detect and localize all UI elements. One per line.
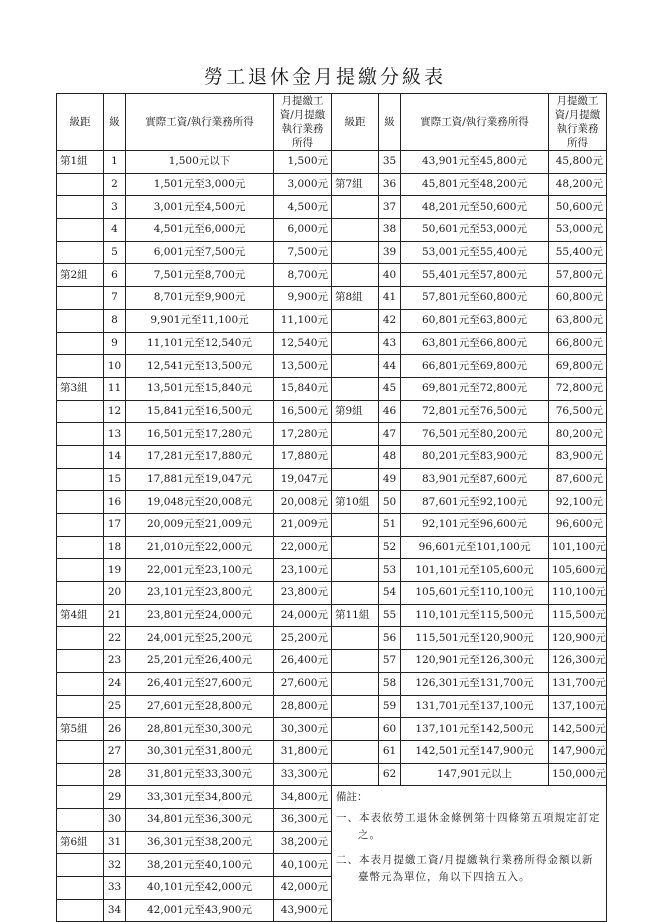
wage-range-cell: 105,601元至110,100元 bbox=[401, 582, 549, 605]
monthly-wage-cell: 66,800元 bbox=[549, 332, 607, 355]
group-cell: 第2組 bbox=[57, 264, 104, 287]
level-cell: 58 bbox=[379, 672, 401, 695]
group-cell: 第6組 bbox=[57, 831, 104, 854]
monthly-wage-cell: 63,800元 bbox=[549, 309, 607, 332]
level-cell: 48 bbox=[379, 445, 401, 468]
level-cell: 39 bbox=[379, 241, 401, 264]
table-row bbox=[57, 355, 607, 378]
group-cell bbox=[332, 627, 379, 650]
level-cell: 52 bbox=[379, 536, 401, 559]
wage-range-cell: 126,301元至131,700元 bbox=[401, 672, 549, 695]
wage-range-cell: 83,901元至87,600元 bbox=[401, 468, 549, 491]
group-cell bbox=[332, 219, 379, 242]
wage-range-cell: 45,801元至48,200元 bbox=[401, 173, 549, 196]
wage-range-cell: 1,500元以下 bbox=[126, 151, 274, 174]
level-cell: 45 bbox=[379, 377, 401, 400]
level-cell: 10 bbox=[104, 355, 126, 378]
level-cell: 24 bbox=[104, 672, 126, 695]
wage-range-cell: 69,801元至72,800元 bbox=[401, 377, 549, 400]
table-row bbox=[57, 445, 607, 468]
wage-range-cell: 110,101元至115,500元 bbox=[401, 604, 549, 627]
level-cell: 53 bbox=[379, 559, 401, 582]
group-cell bbox=[57, 899, 104, 922]
wage-range-cell: 40,101元至42,000元 bbox=[126, 877, 274, 900]
level-cell: 62 bbox=[379, 763, 401, 786]
monthly-wage-cell: 33,300元 bbox=[274, 763, 332, 786]
group-cell bbox=[332, 151, 379, 174]
monthly-wage-cell: 31,800元 bbox=[274, 740, 332, 763]
monthly-wage-cell: 26,400元 bbox=[274, 650, 332, 673]
monthly-wage-cell: 36,300元 bbox=[274, 808, 332, 831]
level-cell: 32 bbox=[104, 854, 126, 877]
monthly-wage-cell: 25,200元 bbox=[274, 627, 332, 650]
monthly-wage-cell: 38,200元 bbox=[274, 831, 332, 854]
group-cell: 第11組 bbox=[332, 604, 379, 627]
page-title: 勞工退休金月提繳分級表 bbox=[203, 66, 446, 88]
monthly-wage-cell: 76,500元 bbox=[549, 400, 607, 423]
wage-range-cell: 7,501元至8,700元 bbox=[126, 264, 274, 287]
level-cell: 9 bbox=[104, 332, 126, 355]
wage-range-cell: 92,101元至96,600元 bbox=[401, 514, 549, 537]
group-cell bbox=[332, 740, 379, 763]
group-cell bbox=[332, 672, 379, 695]
level-cell: 34 bbox=[104, 899, 126, 922]
group-cell bbox=[57, 627, 104, 650]
level-cell: 50 bbox=[379, 491, 401, 514]
wage-range-cell: 57,801元至60,800元 bbox=[401, 287, 549, 310]
group-cell: 第10組 bbox=[332, 491, 379, 514]
table-row bbox=[57, 468, 607, 491]
group-cell bbox=[57, 763, 104, 786]
level-cell: 49 bbox=[379, 468, 401, 491]
group-cell: 第8組 bbox=[332, 287, 379, 310]
level-cell: 16 bbox=[104, 491, 126, 514]
wage-range-cell: 26,401元至27,600元 bbox=[126, 672, 274, 695]
table-row bbox=[57, 400, 607, 423]
group-cell bbox=[332, 377, 379, 400]
level-cell: 12 bbox=[104, 400, 126, 423]
monthly-wage-cell: 150,000元 bbox=[549, 763, 607, 786]
group-cell bbox=[332, 695, 379, 718]
group-cell bbox=[57, 877, 104, 900]
level-cell: 4 bbox=[104, 219, 126, 242]
table-row bbox=[57, 241, 607, 264]
header-group: 級距 bbox=[57, 94, 104, 151]
wage-range-cell: 30,301元至31,800元 bbox=[126, 740, 274, 763]
level-cell: 19 bbox=[104, 559, 126, 582]
header-row bbox=[57, 94, 607, 151]
level-cell: 26 bbox=[104, 718, 126, 741]
monthly-wage-cell: 80,200元 bbox=[549, 423, 607, 446]
monthly-wage-cell: 57,800元 bbox=[549, 264, 607, 287]
monthly-wage-cell: 28,800元 bbox=[274, 695, 332, 718]
group-cell bbox=[57, 536, 104, 559]
group-cell bbox=[57, 786, 104, 809]
group-cell bbox=[57, 309, 104, 332]
group-cell bbox=[332, 332, 379, 355]
wage-range-cell: 9,901元至11,100元 bbox=[126, 309, 274, 332]
level-cell: 7 bbox=[104, 287, 126, 310]
table-row bbox=[57, 173, 607, 196]
level-cell: 18 bbox=[104, 536, 126, 559]
level-cell: 54 bbox=[379, 582, 401, 605]
wage-range-cell: 53,001元至55,400元 bbox=[401, 241, 549, 264]
level-cell: 21 bbox=[104, 604, 126, 627]
table-row bbox=[57, 582, 607, 605]
level-cell: 2 bbox=[104, 173, 126, 196]
monthly-wage-cell: 8,700元 bbox=[274, 264, 332, 287]
monthly-wage-cell: 30,300元 bbox=[274, 718, 332, 741]
wage-range-cell: 80,201元至83,900元 bbox=[401, 445, 549, 468]
monthly-wage-cell: 48,200元 bbox=[549, 173, 607, 196]
monthly-wage-cell: 16,500元 bbox=[274, 400, 332, 423]
monthly-wage-cell: 17,880元 bbox=[274, 445, 332, 468]
table-row bbox=[57, 786, 607, 809]
group-cell bbox=[57, 514, 104, 537]
group-cell bbox=[57, 423, 104, 446]
table-row bbox=[57, 536, 607, 559]
group-cell bbox=[57, 468, 104, 491]
group-cell bbox=[332, 196, 379, 219]
monthly-wage-cell: 13,500元 bbox=[274, 355, 332, 378]
group-cell bbox=[57, 332, 104, 355]
wage-range-cell: 115,501元至120,900元 bbox=[401, 627, 549, 650]
level-cell: 46 bbox=[379, 400, 401, 423]
level-cell: 30 bbox=[104, 808, 126, 831]
wage-range-cell: 147,901元以上 bbox=[401, 763, 549, 786]
wage-range-cell: 16,501元至17,280元 bbox=[126, 423, 274, 446]
wage-range-cell: 63,801元至66,800元 bbox=[401, 332, 549, 355]
header-level: 級 bbox=[104, 94, 126, 151]
wage-range-cell: 101,101元至105,600元 bbox=[401, 559, 549, 582]
group-cell: 第4組 bbox=[57, 604, 104, 627]
wage-range-cell: 96,601元至101,100元 bbox=[401, 536, 549, 559]
monthly-wage-cell: 23,100元 bbox=[274, 559, 332, 582]
contribution-grade-table bbox=[56, 93, 607, 922]
monthly-wage-cell: 19,047元 bbox=[274, 468, 332, 491]
level-cell: 41 bbox=[379, 287, 401, 310]
group-cell: 第9組 bbox=[332, 400, 379, 423]
level-cell: 6 bbox=[104, 264, 126, 287]
header-monthly: 月提繳工資/月提繳執行業務所得 bbox=[549, 94, 607, 151]
wage-range-cell: 1,501元至3,000元 bbox=[126, 173, 274, 196]
group-cell bbox=[332, 241, 379, 264]
monthly-wage-cell: 6,000元 bbox=[274, 219, 332, 242]
wage-range-cell: 142,501元至147,900元 bbox=[401, 740, 549, 763]
monthly-wage-cell: 3,000元 bbox=[274, 173, 332, 196]
table-row bbox=[57, 219, 607, 242]
monthly-wage-cell: 1,500元 bbox=[274, 151, 332, 174]
level-cell: 25 bbox=[104, 695, 126, 718]
monthly-wage-cell: 12,540元 bbox=[274, 332, 332, 355]
monthly-wage-cell: 69,800元 bbox=[549, 355, 607, 378]
monthly-wage-cell: 40,100元 bbox=[274, 854, 332, 877]
level-cell: 44 bbox=[379, 355, 401, 378]
wage-range-cell: 36,301元至38,200元 bbox=[126, 831, 274, 854]
monthly-wage-cell: 45,800元 bbox=[549, 151, 607, 174]
group-cell bbox=[332, 423, 379, 446]
monthly-wage-cell: 21,009元 bbox=[274, 514, 332, 537]
level-cell: 29 bbox=[104, 786, 126, 809]
table-row bbox=[57, 264, 607, 287]
monthly-wage-cell: 17,280元 bbox=[274, 423, 332, 446]
group-cell: 第1組 bbox=[57, 151, 104, 174]
group-cell: 第7組 bbox=[332, 173, 379, 196]
group-cell bbox=[57, 400, 104, 423]
monthly-wage-cell: 142,500元 bbox=[549, 718, 607, 741]
wage-range-cell: 72,801元至76,500元 bbox=[401, 400, 549, 423]
monthly-wage-cell: 72,800元 bbox=[549, 377, 607, 400]
wage-range-cell: 137,101元至142,500元 bbox=[401, 718, 549, 741]
monthly-wage-cell: 101,100元 bbox=[549, 536, 607, 559]
wage-range-cell: 60,801元至63,800元 bbox=[401, 309, 549, 332]
group-cell: 第5組 bbox=[57, 718, 104, 741]
level-cell: 28 bbox=[104, 763, 126, 786]
wage-range-cell: 76,501元至80,200元 bbox=[401, 423, 549, 446]
header-monthly: 月提繳工資/月提繳執行業務所得 bbox=[274, 94, 332, 151]
wage-range-cell: 120,901元至126,300元 bbox=[401, 650, 549, 673]
table-row bbox=[57, 740, 607, 763]
notes-title: 備註： bbox=[336, 791, 368, 804]
level-cell: 1 bbox=[104, 151, 126, 174]
group-cell: 第3組 bbox=[57, 377, 104, 400]
level-cell: 33 bbox=[104, 877, 126, 900]
monthly-wage-cell: 53,000元 bbox=[549, 219, 607, 242]
header-level: 級 bbox=[379, 94, 401, 151]
table-row bbox=[57, 763, 607, 786]
group-cell bbox=[332, 445, 379, 468]
monthly-wage-cell: 60,800元 bbox=[549, 287, 607, 310]
wage-range-cell: 43,901元至45,800元 bbox=[401, 151, 549, 174]
table-row bbox=[57, 559, 607, 582]
group-cell bbox=[57, 196, 104, 219]
monthly-wage-cell: 92,100元 bbox=[549, 491, 607, 514]
level-cell: 47 bbox=[379, 423, 401, 446]
wage-range-cell: 11,101元至12,540元 bbox=[126, 332, 274, 355]
wage-range-cell: 24,001元至25,200元 bbox=[126, 627, 274, 650]
group-cell bbox=[57, 740, 104, 763]
group-cell bbox=[57, 445, 104, 468]
level-cell: 15 bbox=[104, 468, 126, 491]
monthly-wage-cell: 9,900元 bbox=[274, 287, 332, 310]
wage-range-cell: 8,701元至9,900元 bbox=[126, 287, 274, 310]
monthly-wage-cell: 96,600元 bbox=[549, 514, 607, 537]
wage-range-cell: 42,001元至43,900元 bbox=[126, 899, 274, 922]
monthly-wage-cell: 24,000元 bbox=[274, 604, 332, 627]
table-row bbox=[57, 695, 607, 718]
monthly-wage-cell: 120,900元 bbox=[549, 627, 607, 650]
wage-range-cell: 20,009元至21,009元 bbox=[126, 514, 274, 537]
level-cell: 40 bbox=[379, 264, 401, 287]
monthly-wage-cell: 4,500元 bbox=[274, 196, 332, 219]
monthly-wage-cell: 147,900元 bbox=[549, 740, 607, 763]
group-cell bbox=[57, 672, 104, 695]
table-row bbox=[57, 718, 607, 741]
level-cell: 13 bbox=[104, 423, 126, 446]
table-row bbox=[57, 309, 607, 332]
table-row bbox=[57, 604, 607, 627]
group-cell bbox=[57, 287, 104, 310]
wage-range-cell: 17,881元至19,047元 bbox=[126, 468, 274, 491]
table-row bbox=[57, 287, 607, 310]
level-cell: 56 bbox=[379, 627, 401, 650]
level-cell: 35 bbox=[379, 151, 401, 174]
wage-range-cell: 23,801元至24,000元 bbox=[126, 604, 274, 627]
level-cell: 31 bbox=[104, 831, 126, 854]
wage-range-cell: 87,601元至92,100元 bbox=[401, 491, 549, 514]
table-row bbox=[57, 650, 607, 673]
level-cell: 37 bbox=[379, 196, 401, 219]
wage-range-cell: 31,801元至33,300元 bbox=[126, 763, 274, 786]
table-row bbox=[57, 627, 607, 650]
group-cell bbox=[332, 355, 379, 378]
monthly-wage-cell: 34,800元 bbox=[274, 786, 332, 809]
table-row bbox=[57, 332, 607, 355]
level-cell: 55 bbox=[379, 604, 401, 627]
note-item: 一、本表依勞工退休金條例第十四條第五項規定訂定之。 bbox=[336, 812, 601, 842]
wage-range-cell: 27,601元至28,800元 bbox=[126, 695, 274, 718]
level-cell: 17 bbox=[104, 514, 126, 537]
wage-range-cell: 50,601元至53,000元 bbox=[401, 219, 549, 242]
level-cell: 60 bbox=[379, 718, 401, 741]
group-cell bbox=[57, 491, 104, 514]
level-cell: 23 bbox=[104, 650, 126, 673]
group-cell bbox=[332, 559, 379, 582]
group-cell bbox=[332, 718, 379, 741]
wage-range-cell: 3,001元至4,500元 bbox=[126, 196, 274, 219]
wage-range-cell: 131,701元至137,100元 bbox=[401, 695, 549, 718]
wage-range-cell: 34,801元至36,300元 bbox=[126, 808, 274, 831]
group-cell bbox=[57, 559, 104, 582]
monthly-wage-cell: 22,000元 bbox=[274, 536, 332, 559]
group-cell bbox=[57, 355, 104, 378]
group-cell bbox=[332, 582, 379, 605]
group-cell bbox=[57, 854, 104, 877]
header-group: 級距 bbox=[332, 94, 379, 151]
notes-cell bbox=[332, 786, 607, 922]
wage-range-cell: 25,201元至26,400元 bbox=[126, 650, 274, 673]
monthly-wage-cell: 137,100元 bbox=[549, 695, 607, 718]
level-cell: 43 bbox=[379, 332, 401, 355]
wage-range-cell: 4,501元至6,000元 bbox=[126, 219, 274, 242]
wage-range-cell: 33,301元至34,800元 bbox=[126, 786, 274, 809]
wage-range-cell: 38,201元至40,100元 bbox=[126, 854, 274, 877]
group-cell bbox=[332, 309, 379, 332]
level-cell: 5 bbox=[104, 241, 126, 264]
monthly-wage-cell: 83,900元 bbox=[549, 445, 607, 468]
group-cell bbox=[332, 468, 379, 491]
table-row bbox=[57, 491, 607, 514]
table-row bbox=[57, 423, 607, 446]
level-cell: 8 bbox=[104, 309, 126, 332]
wage-range-cell: 6,001元至7,500元 bbox=[126, 241, 274, 264]
wage-range-cell: 21,010元至22,000元 bbox=[126, 536, 274, 559]
monthly-wage-cell: 131,700元 bbox=[549, 672, 607, 695]
level-cell: 57 bbox=[379, 650, 401, 673]
group-cell bbox=[57, 695, 104, 718]
group-cell bbox=[332, 763, 379, 786]
group-cell bbox=[332, 264, 379, 287]
monthly-wage-cell: 105,600元 bbox=[549, 559, 607, 582]
wage-range-cell: 17,281元至17,880元 bbox=[126, 445, 274, 468]
monthly-wage-cell: 20,008元 bbox=[274, 491, 332, 514]
wage-range-cell: 23,101元至23,800元 bbox=[126, 582, 274, 605]
level-cell: 36 bbox=[379, 173, 401, 196]
level-cell: 51 bbox=[379, 514, 401, 537]
level-cell: 22 bbox=[104, 627, 126, 650]
table-row bbox=[57, 151, 607, 174]
table-row bbox=[57, 514, 607, 537]
wage-range-cell: 19,048元至20,008元 bbox=[126, 491, 274, 514]
wage-range-cell: 48,201元至50,600元 bbox=[401, 196, 549, 219]
group-cell bbox=[57, 241, 104, 264]
table-row bbox=[57, 672, 607, 695]
monthly-wage-cell: 42,000元 bbox=[274, 877, 332, 900]
level-cell: 38 bbox=[379, 219, 401, 242]
wage-range-cell: 22,001元至23,100元 bbox=[126, 559, 274, 582]
group-cell bbox=[57, 650, 104, 673]
group-cell bbox=[332, 650, 379, 673]
level-cell: 11 bbox=[104, 377, 126, 400]
level-cell: 27 bbox=[104, 740, 126, 763]
wage-range-cell: 28,801元至30,300元 bbox=[126, 718, 274, 741]
group-cell bbox=[332, 514, 379, 537]
note-item: 二、本表月提繳工資/月提繳執行業務所得金額以新臺幣元為單位，角以下四捨五入。 bbox=[336, 854, 594, 884]
monthly-wage-cell: 15,840元 bbox=[274, 377, 332, 400]
group-cell bbox=[57, 582, 104, 605]
level-cell: 61 bbox=[379, 740, 401, 763]
monthly-wage-cell: 87,600元 bbox=[549, 468, 607, 491]
monthly-wage-cell: 50,600元 bbox=[549, 196, 607, 219]
table-row bbox=[57, 196, 607, 219]
group-cell bbox=[57, 173, 104, 196]
header-wage: 實際工資/執行業務所得 bbox=[401, 94, 549, 151]
wage-range-cell: 15,841元至16,500元 bbox=[126, 400, 274, 423]
level-cell: 20 bbox=[104, 582, 126, 605]
wage-range-cell: 12,541元至13,500元 bbox=[126, 355, 274, 378]
level-cell: 3 bbox=[104, 196, 126, 219]
wage-range-cell: 66,801元至69,800元 bbox=[401, 355, 549, 378]
monthly-wage-cell: 23,800元 bbox=[274, 582, 332, 605]
table-row bbox=[57, 377, 607, 400]
monthly-wage-cell: 11,100元 bbox=[274, 309, 332, 332]
level-cell: 14 bbox=[104, 445, 126, 468]
monthly-wage-cell: 126,300元 bbox=[549, 650, 607, 673]
group-cell bbox=[332, 536, 379, 559]
monthly-wage-cell: 43,900元 bbox=[274, 899, 332, 922]
group-cell bbox=[57, 808, 104, 831]
header-wage: 實際工資/執行業務所得 bbox=[126, 94, 274, 151]
group-cell bbox=[57, 219, 104, 242]
monthly-wage-cell: 115,500元 bbox=[549, 604, 607, 627]
wage-range-cell: 55,401元至57,800元 bbox=[401, 264, 549, 287]
level-cell: 59 bbox=[379, 695, 401, 718]
monthly-wage-cell: 110,100元 bbox=[549, 582, 607, 605]
monthly-wage-cell: 27,600元 bbox=[274, 672, 332, 695]
monthly-wage-cell: 7,500元 bbox=[274, 241, 332, 264]
level-cell: 42 bbox=[379, 309, 401, 332]
monthly-wage-cell: 55,400元 bbox=[549, 241, 607, 264]
wage-range-cell: 13,501元至15,840元 bbox=[126, 377, 274, 400]
